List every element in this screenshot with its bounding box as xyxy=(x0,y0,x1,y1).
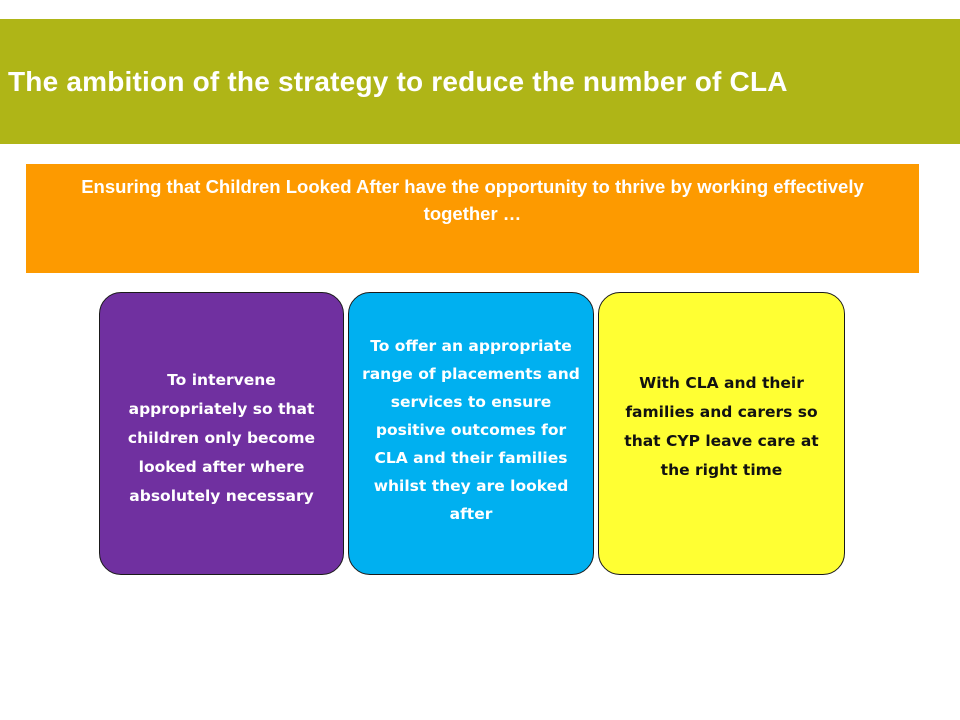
ambition-banner xyxy=(26,164,919,273)
intervene-box-text: To intervene appropriately so that children only become looked after where absolutely necessary xyxy=(127,371,316,505)
slide-title: The ambition of the strategy to reduce the number of CLA xyxy=(8,65,788,97)
leave-care-box-text: With CLA and their families and carers so that CYP leave care at the right time xyxy=(624,373,819,479)
title-bar xyxy=(0,19,960,144)
intervene-box xyxy=(99,292,344,575)
placements-box xyxy=(348,292,594,575)
leave-care-box xyxy=(598,292,845,575)
banner-text: Ensuring that Children Looked After have the opportunity to thrive by working effectively together … xyxy=(81,176,864,224)
placements-box-text: To offer an appropriate range of placements and services to ensure positive outcomes for CLA and their families whilst they are looked after xyxy=(362,336,580,523)
